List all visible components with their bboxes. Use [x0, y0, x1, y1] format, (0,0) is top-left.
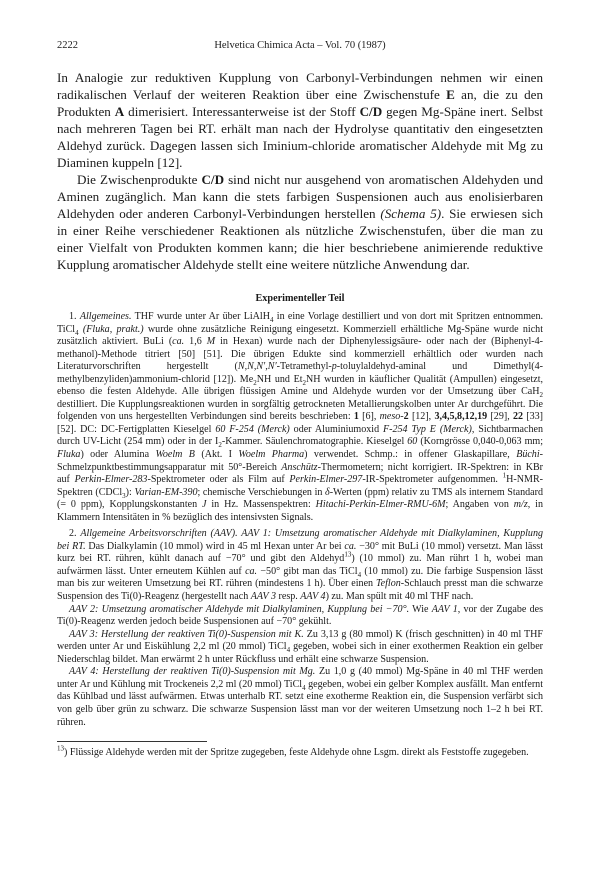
experimental-aav4: AAV 4: Herstellung der reaktiven Ti(0)-Suspension mit Mg. Zu 1,0 g (40 mmol) Mg-Späne in 40 ml THF werden unter Ar und Kühlung mit Trockeneis 2,2 ml (20 mmol) TiCl$_4$ gegeben, wobei ein gelber Komplex ausfällt. Man entfernt das Kühlbad und lässt aufwärmen. Etwas unterhalb RT. setzt eine exotherme Reaktion ein, die Suspension verfärbt sich von gelb über grün zu schwarz. Die schwarze Suspension lässt man vor der weiteren Umsetzung noch 1–2 h bei RT. rühren.: [57, 666, 544, 728]
section-title: Experimenteller Teil: [255, 293, 345, 304]
footnote-divider: [57, 741, 207, 742]
body-paragraph-2: Die Zwischenprodukte C/D sind nicht nur ausgehend von aromatischen Aldehyden und Aminen zugänglich. Man kann die stets farbigen Suspensionen auch aus enolisierbaren Aldehyden oder anderen Carbonyl-Verbindungen herstellen (Schema 5). Sie erwiesen sich in einer Reihe verschiedener Reaktionen als nützliche Zwischenstufen, über die man zu einer Vielfalt von Produkten kommen kann; die hier beschriebene animierende reduktive Kupplung aromatischer Aldehyde stellt eine weitere nützliche Anwendung dar.: [57, 172, 543, 272]
experimental-general: 1. Allgemeines. THF wurde unter Ar über LiAlH$_4$ in eine Vorlage destilliert und von dort mit Spritzen entnommen. TiCl$_4$ (Fluka, prakt.) wurde ohne zusätzliche Reinigung eingesetzt. Kommerziell erhältliche Mg-Späne wurde nicht zusätzlich aktiviert. BuLi (ca. 1,6 M in Hexan) wurde nach der Diphenylessigsäure- oder nach der (Biphenyl-4-methanol)-Methode titriert [50] [51]. Die übrigen Edukte sind kommerziell erhältlich oder wurden nach Literaturvorschriften hergestellt (N,N,N′,N′-Tetramethyl-p-toluylaldehyd-aminal und Dimethyl(4-methylbenzyliden)ammonium-chlorid [12]). $Me_2NH$ und $Et_2NH$ wurden in käuflicher Qualität (Ampullen) eingesetzt, ebenso die festen Aldehyde. Alle übrigen flüssigen Amine und Aldehyde wurden vor der Umsetzung über CaH$_2$ destilliert. Die Kupplungsreaktionen wurden in sorgfältig getrockneten Metallierungskolben unter Ar durchgeführt. Die folgenden von uns hergestellten Verbindungen sind bereits beschrieben: 1 [6], meso-2 [12], 3,4,5,8,12,19 [29], 22 [33] [52]. DC: DC-Fertigplatten Kieselgel 60 F-254 (Merck) oder Aluminiumoxid F-254 Typ E (Merck), Sichtbarmachen durch UV-Licht (254 mm) oder in der $I_2$-Kammer. Säulenchromatographie. Kieselgel 60 (Korngrösse 0,040-0,063 mm; Fluka) oder Alumina Woelm B (Akt. I Woelm Pharma) verwendet. Schmp.: in offener Glaskapillare, Büchi-Schmelzpunktbestimmungsapparatur mit 50°-Bereich Anschütz-Thermometern; nicht korrigiert. IR-Spektren: in KBr auf Perkin-Elmer-283-Spektrometer oder als Film auf Perkin-Elmer-297-IR-Spektrometer aufgenommen. $^1$H-NMR-Spektren (CDCl$_3$): Varian-EM-390; chemische Verschiebungen in δ-Werten (ppm) relativ zu TMS als internem Standard (= 0 ppm), Kopplungskonstanten J in Hz. Massenspektren: Hitachi-Perkin-Elmer-RMU-6M; Angaben von m/z, in Klammern Intensitäten in % bezüglich des intensivsten Signals.: [57, 311, 544, 523]
journal-page: [57, 40, 543, 760]
body-paragraph-1: In Analogie zur reduktiven Kupplung von Carbonyl-Verbindungen nehmen wir einen radikalischen Verlauf der weiteren Reaktion über eine Zwischenstufe E an, die zu den Produkten A dimerisiert. Interessanterweise ist der Stoff C/D gegen Mg-Späne inert. Selbst nach mehreren Tagen bei RT. erhält man nach der Hydrolyse quantitativ den eingesetzten Aldehyd zurück. Dagegen lassen sich Iminium-chloride aromatischer Aldehyde mit Mg zu Diaminen kuppeln [12].: [57, 70, 543, 170]
footnote: $^{13}$) Flüssige Aldehyde werden mit der Spritze zugegeben, feste Aldehyde ohne Lsgm. direkt als Feststoffe zugegeben.: [57, 744, 529, 759]
experimental-aav3: AAV 3: Herstellung der reaktiven Ti(0)-Suspension mit K. Zu 3,13 g (80 mmol) K (frisch geschnitten) in 40 ml THF werden unter Ar und Eiskühlung 2,2 ml (20 mmol) TiCl$_4$ gegeben, wobei sich in einer exothermen Reaktion ein gelber Niederschlag bildet. Man erwärmt 2 h unter Rückfluss und erhält eine schwarze Suspension.: [57, 628, 543, 665]
running-header: [57, 40, 543, 58]
experimental-aav2: AAV 2: Umsetzung aromatischer Aldehyde mit Dialkylaminen, Kupplung bei −70°. Wie AAV 1, vor der Zugabe des Ti(0)-Reagenz werden jedoch beide Suspensionen auf −70° gekühlt.: [57, 603, 543, 628]
journal-title: Helvetica Chimica Acta – Vol. 70 (1987): [214, 40, 386, 51]
experimental-aav1: 2. Allgemeine Arbeitsvorschriften (AAV). AAV 1: Umsetzung aromatischer Aldehyde mit Dialkylaminen, Kupplung bei RT. Das Dialkylamin (10 mmol) wird in 45 ml Hexan unter Ar bei ca. −30° mit BuLi (10 mmol) versetzt. Man lässt kurz bei RT. rühren, kühlt danach auf −70° und gibt den Aldehyd$^{13}$) (10 mmol) zu. Man rührt 1 h, wobei man aufwärmen lässt. Unter erneutem Kühlen auf ca. −50° gibt man das TiCl$_4$ (10 mmol) zu. Die farbige Suspension lässt man bis zur weiteren Umsetzung bei RT. rühren (mindestens 1 h). Über einen Teflon-Schlauch presst man die schwarze Suspension des Ti(0)-Reagenz (hergestellt nach AAV 3 resp. AAV 4) zu. Man spült mit 40 ml THF nach.: [57, 528, 544, 603]
page-number: 2222: [57, 40, 78, 51]
